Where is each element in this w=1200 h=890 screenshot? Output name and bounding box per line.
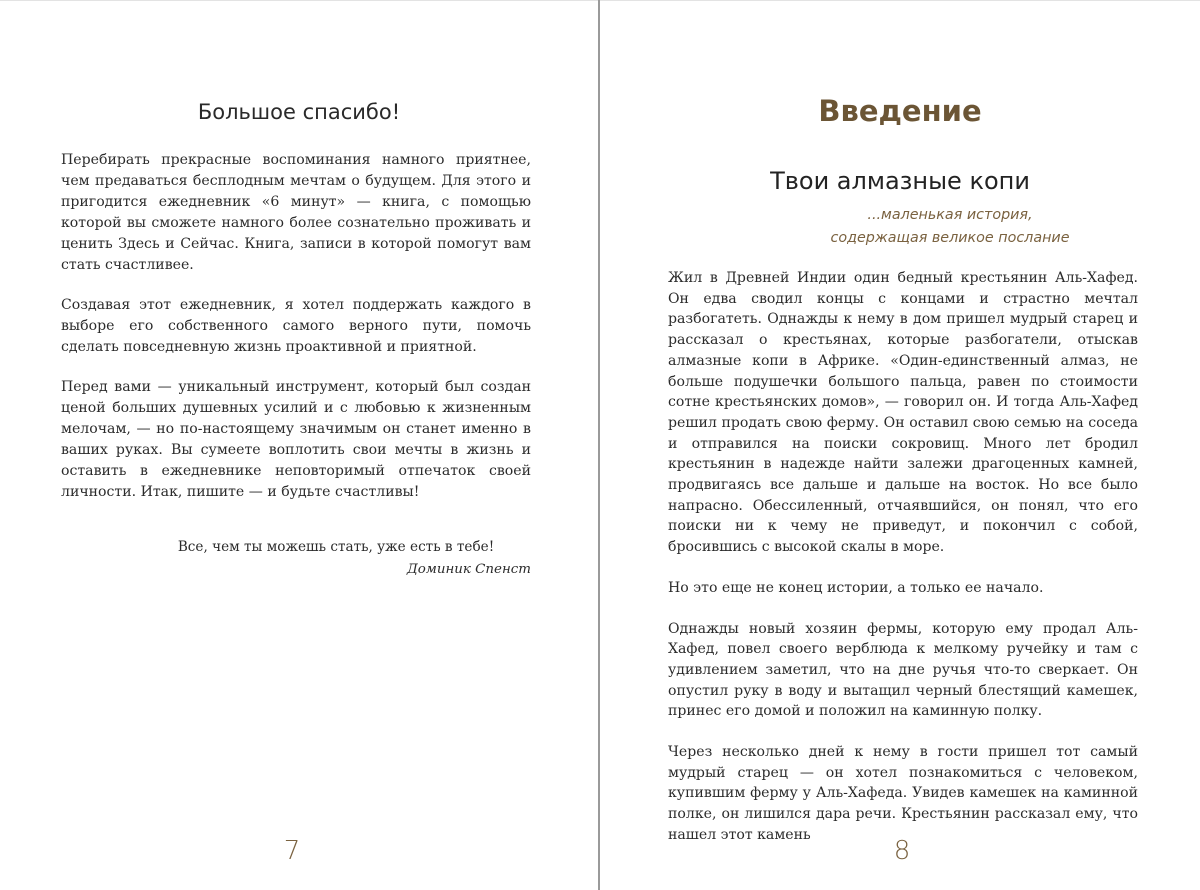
paragraph: Жил в Древней Индии один бедный крестьянин Аль-Хафед. Он едва сводил концы с концами и страстно мечтал разбогатеть. Однажды к нему в дом пришел мудрый старец и рассказал о крестьянах, которые разбогатели, отыскав алмазные копи в Африке. «Один-единственный алмаз, не больше подушечки большого пальца, равен по стоимости сотне крестьянских домов», — говорил он. И тогда Аль-Хафед решил продать свою ферму. Он оставил свою семью на соседа и отправился на поиски сокровищ. Много лет бродил крестьянин в надежде найти залежи драгоценных камней, продвигаясь все дальше и дальше на восток. Но все было напрасно. Обессиленный, отчаявшийся, он понял, что его поиски ни к чему не приведут, и покончил с собой, бросившись с высокой скалы в море.: [668, 270, 1138, 556]
subtitle-line: содержащая великое послание: [830, 230, 1070, 246]
paragraph: Создавая этот ежедневник, я хотел поддержать каждого в выборе его собственного самого верного пути, помочь сделать повседневную жизнь проактивной и приятной.: [61, 297, 531, 355]
paragraph: Через несколько дней к нему в гости пришел тот самый мудрый старец — он хотел познакомиться с человеком, купившим ферму у Аль-Хафеда. Увидев камешек на каминной полке, он лишился дара речи. Крестьянин рассказал ему, что нашел этот камень: [668, 744, 1138, 843]
subtitle-line: ...маленькая история,: [867, 207, 1033, 223]
epigraph-quote: Все, чем ты можешь стать, уже есть в тебе!: [177, 539, 495, 555]
paragraph: Однажды новый хозяин фермы, которую ему продал Аль-Хафед, повел своего верблюда к мелкому ручейку и там с удивлением заметил, что на дне ручья что-то сверкает. Он опустил руку в воду и вытащил черный блестящий камешек, принес его домой и положил на каминную полку.: [668, 620, 1138, 720]
paragraph: Перебирать прекрасные воспоминания намного приятнее, чем предаваться бесплодным мечтам о будущем. Для этого и пригодится ежедневник «6 минут» — книга, с помощью которой вы сможете намного более сознательно проживать и ценить Здесь и Сейчас. Книга, записи в которой помогут вам стать счастливее.: [61, 152, 531, 273]
chapter-subtitle: [600, 204, 1200, 250]
left-page-body: [61, 150, 531, 580]
chapter-title: Твои алмазные копи: [770, 167, 1030, 195]
paragraph: Перед вами — уникальный инструмент, который был создан ценой больших душевных усилий и с любовью к жизненным мелочам, — но по-настоящему значимым он станет именно в ваших руках. Вы сумеете воплотить свои мечты в жизнь и оставить в ежедневнике неповторимый отпечаток своей личности. Итак, пишите — и будьте счастливы!: [61, 379, 531, 500]
section-title: Введение: [818, 94, 982, 128]
epigraph-author: Доминик Спенст: [406, 562, 531, 577]
left-page: [0, 0, 598, 890]
page-number: 8: [893, 836, 911, 866]
right-page-body: [668, 268, 1138, 866]
page-number: 7: [283, 836, 301, 866]
paragraph: Но это еще не конец истории, а только ее начало.: [668, 579, 1044, 596]
page-heading: Большое спасибо!: [197, 100, 401, 124]
right-page: [600, 0, 1200, 890]
